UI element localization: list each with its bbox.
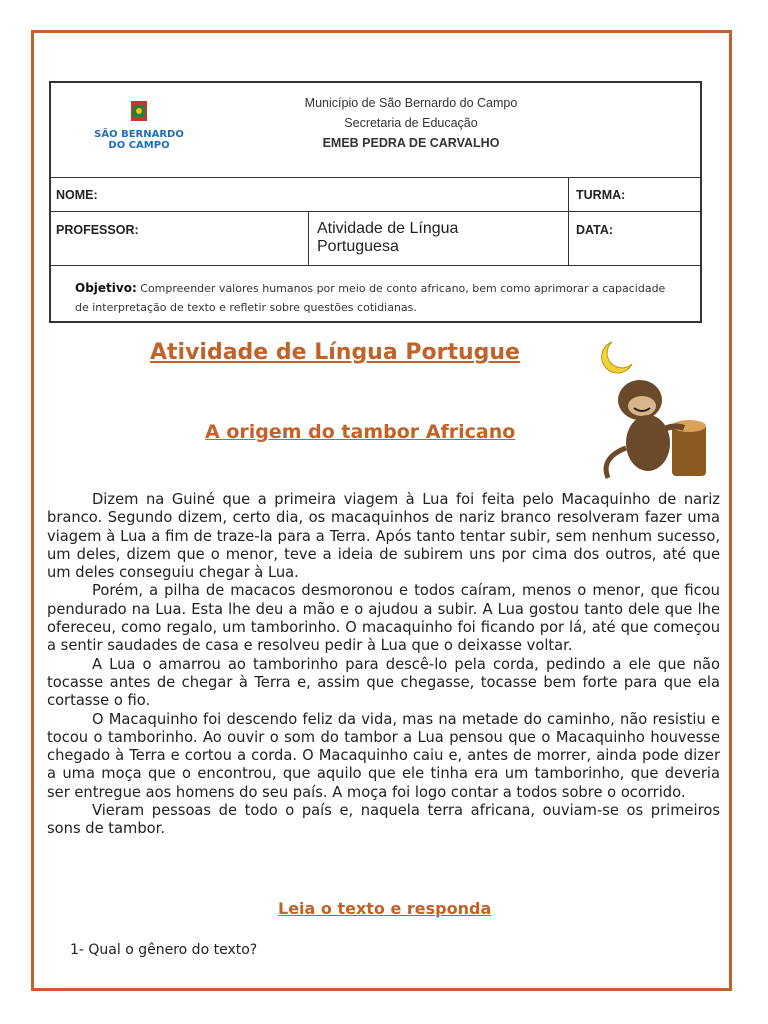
activity-cell [317, 220, 458, 256]
class-label: TURMA: [576, 188, 626, 202]
question-1: 1- Qual o gênero do texto? [70, 942, 258, 958]
objective-text: Compreender valores humanos por meio de conto africano, bem como aprimorar a capacidade de interpretação de texto e refletir sobre questões cotidianas. [75, 282, 666, 314]
story-paragraph: Dizem na Guiné que a primeira viagem à Lua foi feita pelo Macaquinho de nariz branco. Segundo dizem, certo dia, os macaquinhos de nariz branco resolveram fazer uma viagem à Lua a fim de traze-la para a Terra. Após tanto tentar subir, sem nenhum sucesso, um deles, dizem que o menor, teve a ideia de subirem uns por cima dos outros, até que um deles conseguiu chegar à Lua. [47, 491, 720, 582]
page-title: Atividade de Língua Portugue [150, 340, 520, 365]
activity-line2: Portuguesa [317, 238, 399, 255]
story-paragraph: O Macaquinho foi descendo feliz da vida, mas na metade do caminho, não resistiu e tocou o tamborinho. Ao ouvir o som do tambor a Lua pensou que o Macaquinho houvesse chegado à Terra e cortou a corda. O Macaquinho caiu e, antes de morrer, ainda pode dizer a uma moça que o encontrou, que aquilo que ele tinha era um tamborinho, que deveria ser entregue aos homens do seu país. A moça foi logo contar a todos sobre o ocorrido. [47, 710, 720, 801]
column-divider [308, 211, 309, 265]
story-paragraph: A Lua o amarrou ao tamborinho para descê-lo pela corda, pedindo a ele que não tocasse antes de chegar à Terra e, assim que chegasse, tocasse bem forte para que ela cortasse o fio. [47, 655, 720, 710]
monkey-drum-illustration [590, 338, 720, 488]
row-divider [51, 265, 700, 266]
organization-block [261, 93, 561, 153]
objective-block [75, 279, 675, 317]
row-divider [51, 177, 700, 178]
moon-icon [602, 342, 632, 373]
column-divider [568, 177, 569, 265]
org-school: EMEB PEDRA DE CARVALHO [322, 136, 500, 150]
name-label: NOME: [56, 188, 98, 202]
objective-label: Objetivo: [75, 281, 137, 295]
teacher-label: PROFESSOR: [56, 223, 139, 237]
logo-text-line1: SÃO BERNARDO [94, 129, 184, 140]
story-title: A origem do tambor Africano [205, 421, 516, 443]
story-paragraph: Vieram pessoas de todo o país e, naquela terra africana, ouviam-se os primeiros sons de tambor. [47, 802, 720, 838]
row-divider [51, 211, 700, 212]
logo-text-line2: DO CAMPO [108, 140, 170, 151]
org-municipality: Município de São Bernardo do Campo [304, 96, 518, 110]
org-secretariat: Secretaria de Educação [344, 116, 478, 130]
questions-heading: Leia o texto e responda [278, 899, 492, 918]
sao-bernardo-logo [89, 99, 189, 159]
header-table [49, 81, 702, 323]
activity-line1: Atividade de Língua [317, 220, 459, 237]
story-paragraph: Porém, a pilha de macacos desmoronou e todos caíram, menos o menor, que ficou pendurado na Lua. Esta lhe deu a mão e o ajudou a subir. A Lua gostou tanto dele que lhe ofereceu, como regalo, um tamborinho. O macaquinho foi ficando por lá, até que começou a sentir saudades de casa e resolveu pedir à Lua que o deixasse voltar. [47, 582, 720, 655]
date-label: DATA: [576, 223, 614, 237]
story-body [47, 491, 720, 839]
